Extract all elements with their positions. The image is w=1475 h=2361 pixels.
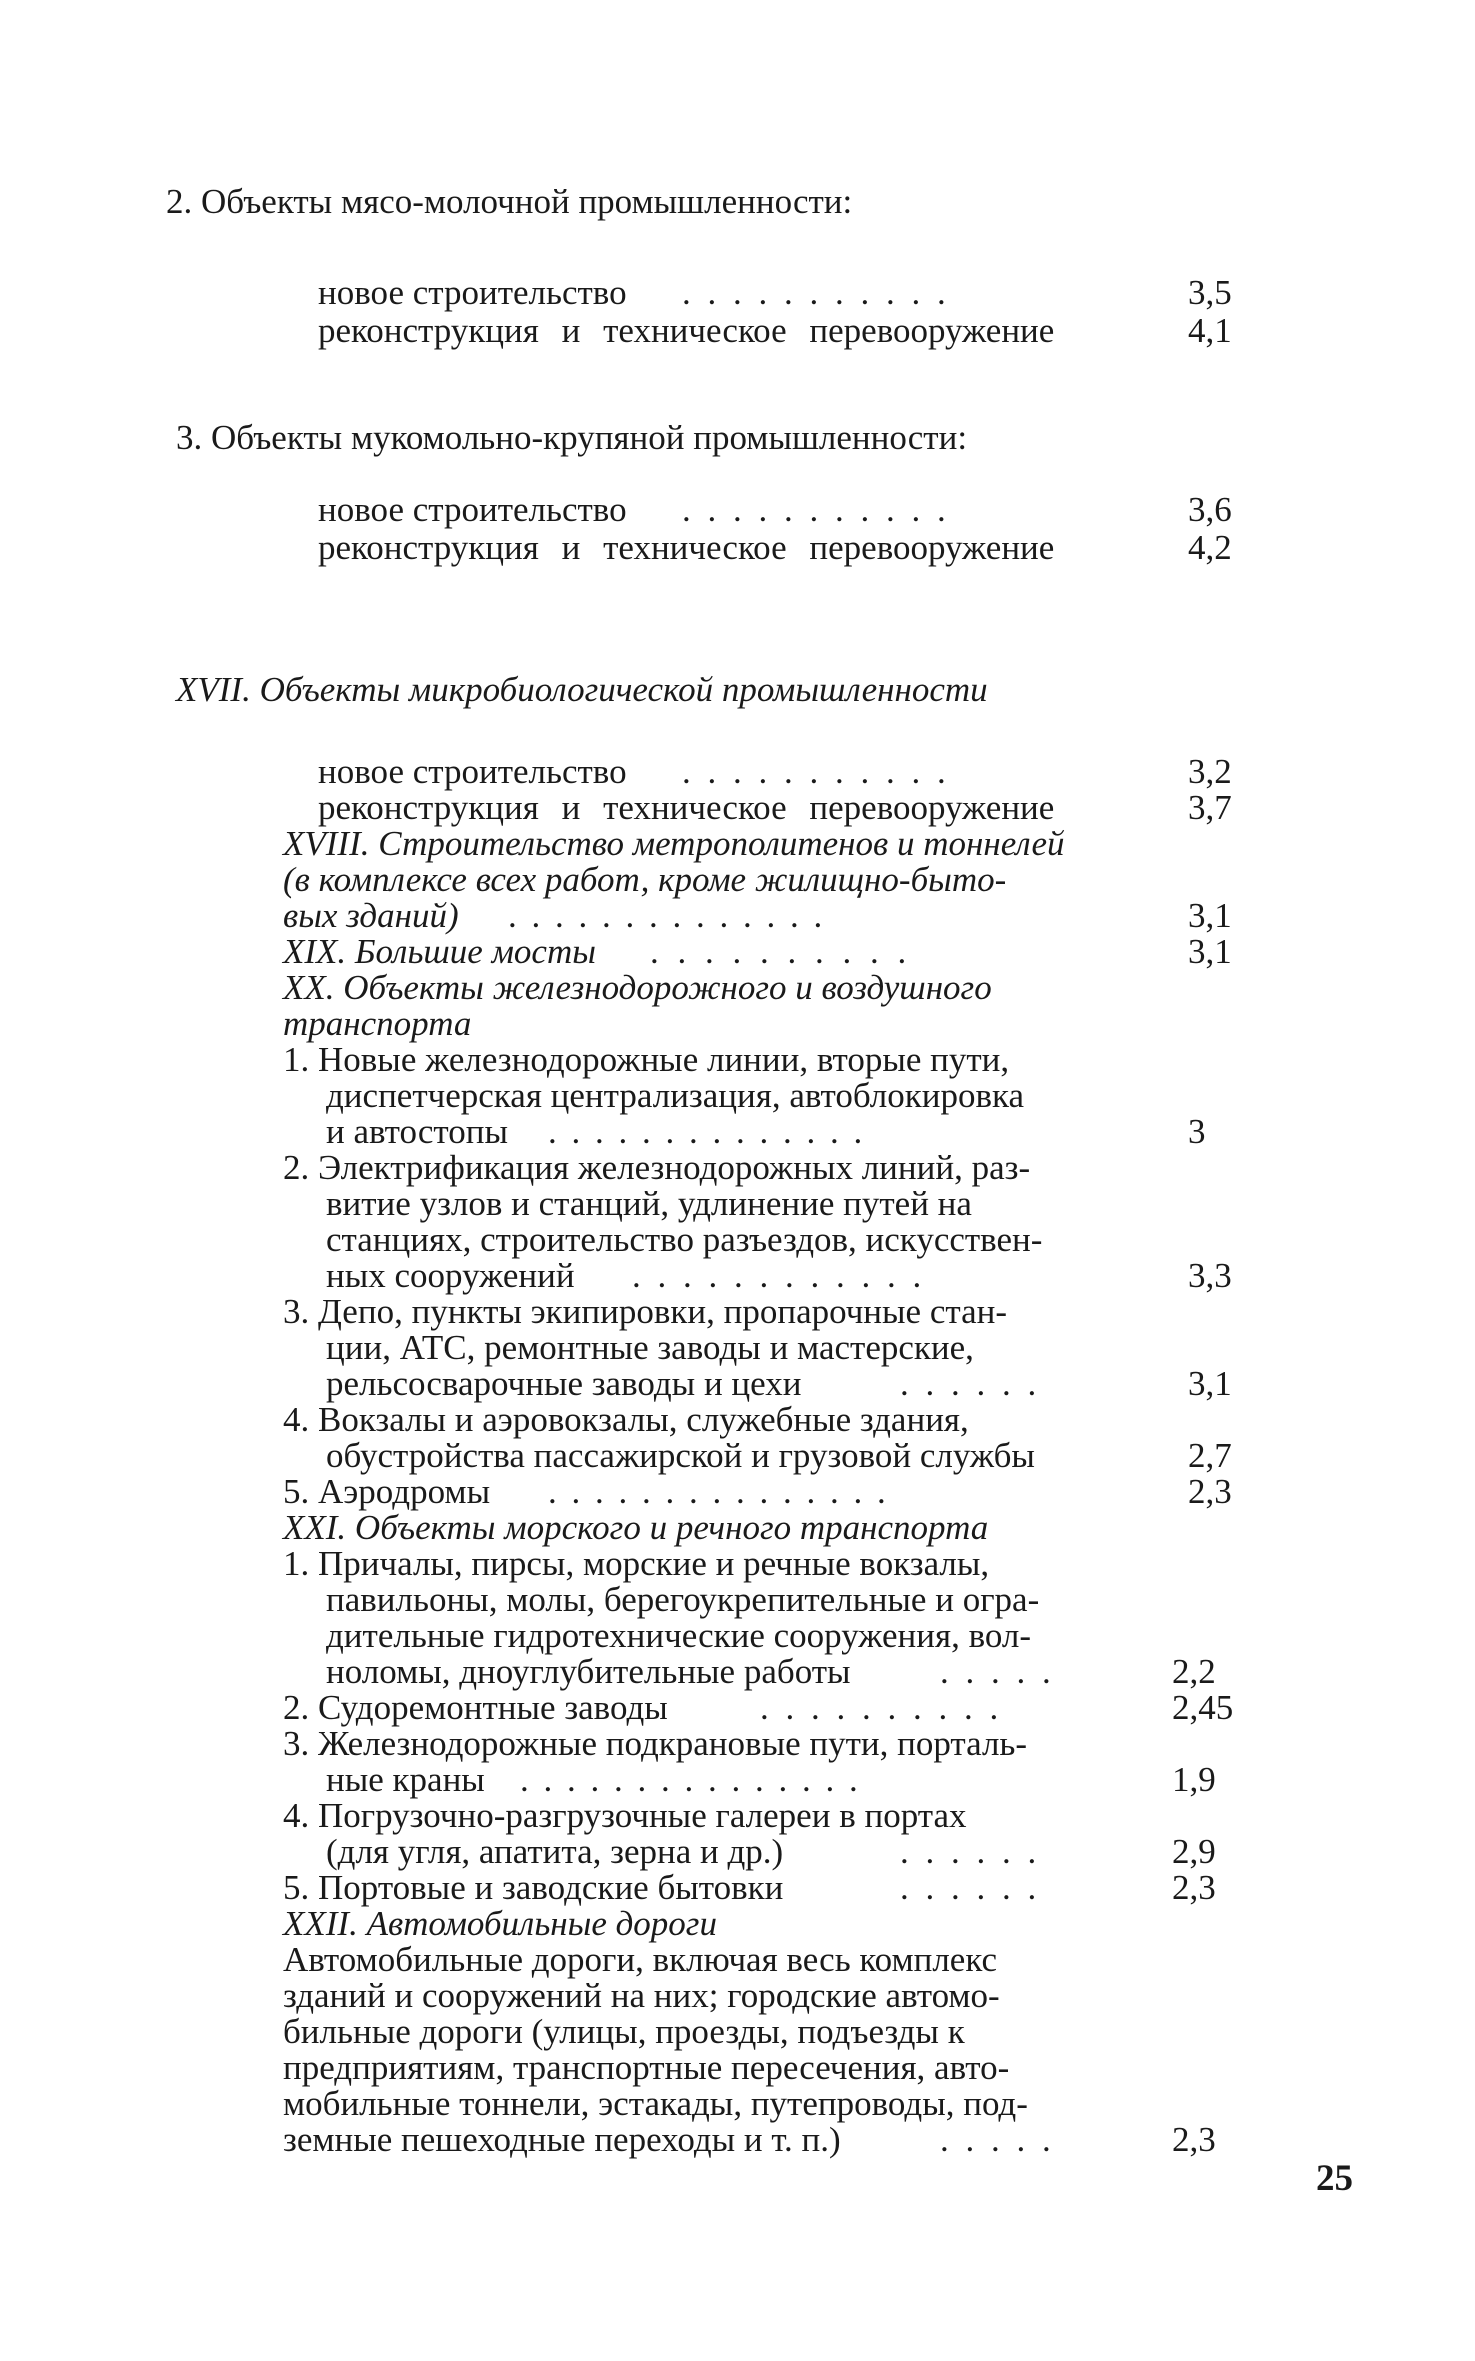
leader-dots: . . . . . . . . . . . . . . . — [520, 1760, 861, 1799]
row-value: 3 — [1188, 1112, 1206, 1151]
row-label: новое строительство — [318, 752, 627, 791]
leader-dots: . . . . . . . . . . . . — [632, 1256, 926, 1295]
sea-item-line: павильоны, молы, берегоукрепительные и огра- — [326, 1580, 1040, 1619]
roads-line: бильные дороги (улицы, проезды, подъезды к — [283, 2012, 965, 2051]
leader-dots: . . . . . . — [900, 1832, 1041, 1871]
sea-item-line: (для угля, апатита, зерна и др.) — [326, 1832, 784, 1871]
sea-item-line: 3. Железнодорожные подкрановые пути, порталь- — [283, 1724, 1028, 1763]
row-value: 3,1 — [1188, 1364, 1232, 1403]
row-value: 3,1 — [1188, 896, 1232, 935]
leader-dots: . . . . . . . . . . . — [682, 752, 950, 791]
sea-item-line: 4. Погрузочно-разгрузочные галереи в портах — [283, 1796, 967, 1835]
leader-dots: . . . . . . . . . . . . . . — [548, 1112, 866, 1151]
row-label: реконструкция и техническое перевооружение — [318, 311, 1055, 350]
roads-line: зданий и сооружений на них; городские автомо- — [283, 1976, 1000, 2015]
rail-item-line: и автостопы — [326, 1112, 508, 1151]
section-heading-milling: 3. Объекты мукомольно-крупяной промышленности: — [176, 418, 968, 457]
sea-item-line: 5. Портовые и заводские бытовки — [283, 1868, 784, 1907]
rail-item-line: 3. Депо, пункты экипировки, пропарочные стан- — [283, 1292, 1008, 1331]
roads-line: мобильные тоннели, эстакады, путепроводы, под- — [283, 2084, 1028, 2123]
leader-dots: . . . . . . . . . . . — [682, 273, 950, 312]
roads-heading: XXII. Автомобильные дороги — [283, 1904, 717, 1943]
rail-item-line: 4. Вокзалы и аэровокзалы, служебные здания, — [283, 1400, 969, 1439]
rail-item-line: диспетчерская централизация, автоблокировка — [326, 1076, 1025, 1115]
rail-item-line: витие узлов и станций, удлинение путей на — [326, 1184, 972, 1223]
rail-heading-line: транспорта — [283, 1004, 472, 1043]
row-value: 2,3 — [1172, 2120, 1216, 2159]
metro-line: XVIII. Строительство метрополитенов и тоннелей — [283, 824, 1065, 863]
sea-heading: XXI. Объекты морского и речного транспорта — [283, 1508, 989, 1547]
metro-line: (в комплексе всех работ, кроме жилищно-быто- — [283, 860, 1007, 899]
row-label: новое строительство — [318, 273, 627, 312]
rail-item-line: ции, АТС, ремонтные заводы и мастерские, — [326, 1328, 974, 1367]
rail-item-line: 5. Аэродромы — [283, 1472, 491, 1511]
row-value: 4,1 — [1188, 311, 1232, 350]
row-value: 2,45 — [1172, 1688, 1234, 1727]
rail-heading-line: XX. Объекты железнодорожного и воздушного — [283, 968, 992, 1007]
leader-dots: . . . . . . . . . . — [650, 932, 912, 971]
rail-item-line: ных сооружений — [326, 1256, 575, 1295]
sea-item-line: ные краны — [326, 1760, 485, 1799]
leader-dots: . . . . . . . . . . . . . . . — [548, 1472, 889, 1511]
sea-item-line: 1. Причалы, пирсы, морские и речные вокзалы, — [283, 1544, 990, 1583]
page-number: 25 — [1316, 2158, 1353, 2199]
row-value: 2,7 — [1188, 1436, 1232, 1475]
rail-item-line: 1. Новые железнодорожные линии, вторые пути, — [283, 1040, 1010, 1079]
row-value: 3,2 — [1188, 752, 1232, 791]
row-value: 3,7 — [1188, 788, 1232, 827]
leader-dots: . . . . . . — [900, 1868, 1041, 1907]
row-value: 3,1 — [1188, 932, 1232, 971]
row-value: 2,9 — [1172, 1832, 1216, 1871]
leader-dots: . . . . . . — [900, 1364, 1041, 1403]
rail-item-line: 2. Электрификация железнодорожных линий, раз- — [283, 1148, 1031, 1187]
leader-dots: . . . . . . . . . . . — [682, 490, 950, 529]
sea-item-line: ноломы, дноуглубительные работы — [326, 1652, 851, 1691]
metro-line: вых зданий) — [283, 896, 459, 935]
row-label: новое строительство — [318, 490, 627, 529]
sea-item-line: дительные гидротехнические сооружения, вол- — [326, 1616, 1032, 1655]
section-heading-meat-dairy: 2. Объекты мясо-молочной промышленности: — [166, 182, 853, 221]
roads-line: земные пешеходные переходы и т. п.) — [283, 2120, 841, 2159]
rail-item-line: станциях, строительство разъездов, искусствен- — [326, 1220, 1043, 1259]
row-value: 3,3 — [1188, 1256, 1232, 1295]
row-value: 2,2 — [1172, 1652, 1216, 1691]
row-value: 2,3 — [1172, 1868, 1216, 1907]
bridges-label: XIX. Большие мосты — [283, 932, 596, 971]
sea-item-line: 2. Судоремонтные заводы — [283, 1688, 668, 1727]
row-value: 1,9 — [1172, 1760, 1216, 1799]
leader-dots: . . . . . — [940, 2120, 1055, 2159]
row-value: 2,3 — [1188, 1472, 1232, 1511]
row-value: 3,6 — [1188, 490, 1232, 529]
row-label: реконструкция и техническое перевооружение — [318, 528, 1055, 567]
roads-line: предприятиям, транспортные пересечения, авто- — [283, 2048, 1010, 2087]
leader-dots: . . . . . . . . . . . . . . — [508, 896, 826, 935]
row-label: реконструкция и техническое перевооружение — [318, 788, 1055, 827]
row-value: 3,5 — [1188, 273, 1232, 312]
leader-dots: . . . . . . . . . . — [760, 1688, 1003, 1727]
roads-line: Автомобильные дороги, включая весь комплекс — [283, 1940, 998, 1979]
leader-dots: . . . . . — [940, 1652, 1055, 1691]
row-value: 4,2 — [1188, 528, 1232, 567]
rail-item-line: обустройства пассажирской и грузовой службы — [326, 1436, 1035, 1475]
rail-item-line: рельсосварочные заводы и цехи — [326, 1364, 802, 1403]
section-heading-microbio: XVII. Объекты микробиологической промышленности — [176, 670, 988, 709]
